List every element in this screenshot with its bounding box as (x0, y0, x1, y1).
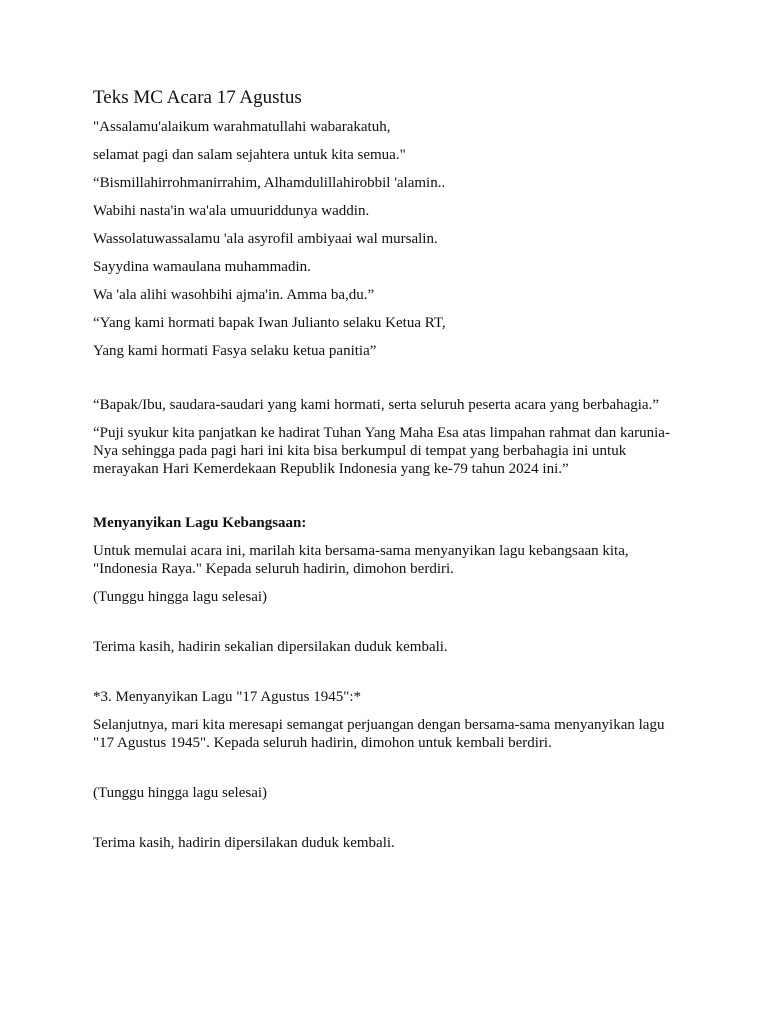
anthem-heading: Menyanyikan Lagu Kebangsaan: (93, 515, 307, 531)
greeting-line-2: selamat pagi dan salam sejahtera untuk kita semua." (93, 147, 406, 163)
song-thanks: Terima kasih, hadirin dipersilakan duduk kembali. (93, 835, 395, 851)
opening-paragraph-2: “Puji syukur kita panjatkan ke hadirat Tuhan Yang Maha Esa atas limpahan rahmat dan karunia-Nya sehingga pada pagi hari ini kita bisa berkumpul di tempat yang berbahagia ini untuk merayakan Hari Kemerdekaan Republik Indonesia yang ke-79 tahun 2024 ini.” (93, 425, 670, 477)
greeting-line-6: Sayydina wamaulana muhammadin. (93, 259, 311, 275)
greeting-line-7: Wa 'ala alihi wasohbihi ajma'in. Amma ba,du.” (93, 287, 375, 303)
greeting-line-9: Yang kami hormati Fasya selaku ketua panitia” (93, 343, 377, 359)
greeting-line-5: Wassolatuwassalamu 'ala asyrofil ambiyaai wal mursalin. (93, 231, 438, 247)
opening-paragraph-1: “Bapak/Ibu, saudara-saudari yang kami hormati, serta seluruh peserta acara yang berbahagia.” (93, 397, 659, 413)
greeting-line-1: "Assalamu'alaikum warahmatullahi wabarakatuh, (93, 119, 391, 135)
document-title: Teks MC Acara 17 Agustus (93, 87, 302, 108)
song-wait-note: (Tunggu hingga lagu selesai) (93, 785, 268, 801)
greeting-line-4: Wabihi nasta'in wa'ala umuuriddunya waddin. (93, 203, 370, 219)
anthem-thanks: Terima kasih, hadirin sekalian dipersilakan duduk kembali. (93, 639, 448, 655)
document-page (93, 86, 683, 862)
anthem-body: Untuk memulai acara ini, marilah kita bersama-sama menyanyikan lagu kebangsaan kita, "Indonesia Raya." Kepada seluruh hadirin, dimohon berdiri. (93, 543, 629, 577)
greeting-line-3: “Bismillahirrohmanirrahim, Alhamdulillahirobbil 'alamin.. (93, 175, 446, 191)
greeting-line-8: “Yang kami hormati bapak Iwan Julianto selaku Ketua RT, (93, 315, 446, 331)
anthem-wait-note: (Tunggu hingga lagu selesai) (93, 589, 268, 605)
song-heading: *3. Menyanyikan Lagu "17 Agustus 1945":* (93, 689, 362, 705)
song-body: Selanjutnya, mari kita meresapi semangat perjuangan dengan bersama-sama menyanyikan lagu "17 Agustus 1945". Kepada seluruh hadirin, dimohon untuk kembali berdiri. (93, 717, 665, 751)
